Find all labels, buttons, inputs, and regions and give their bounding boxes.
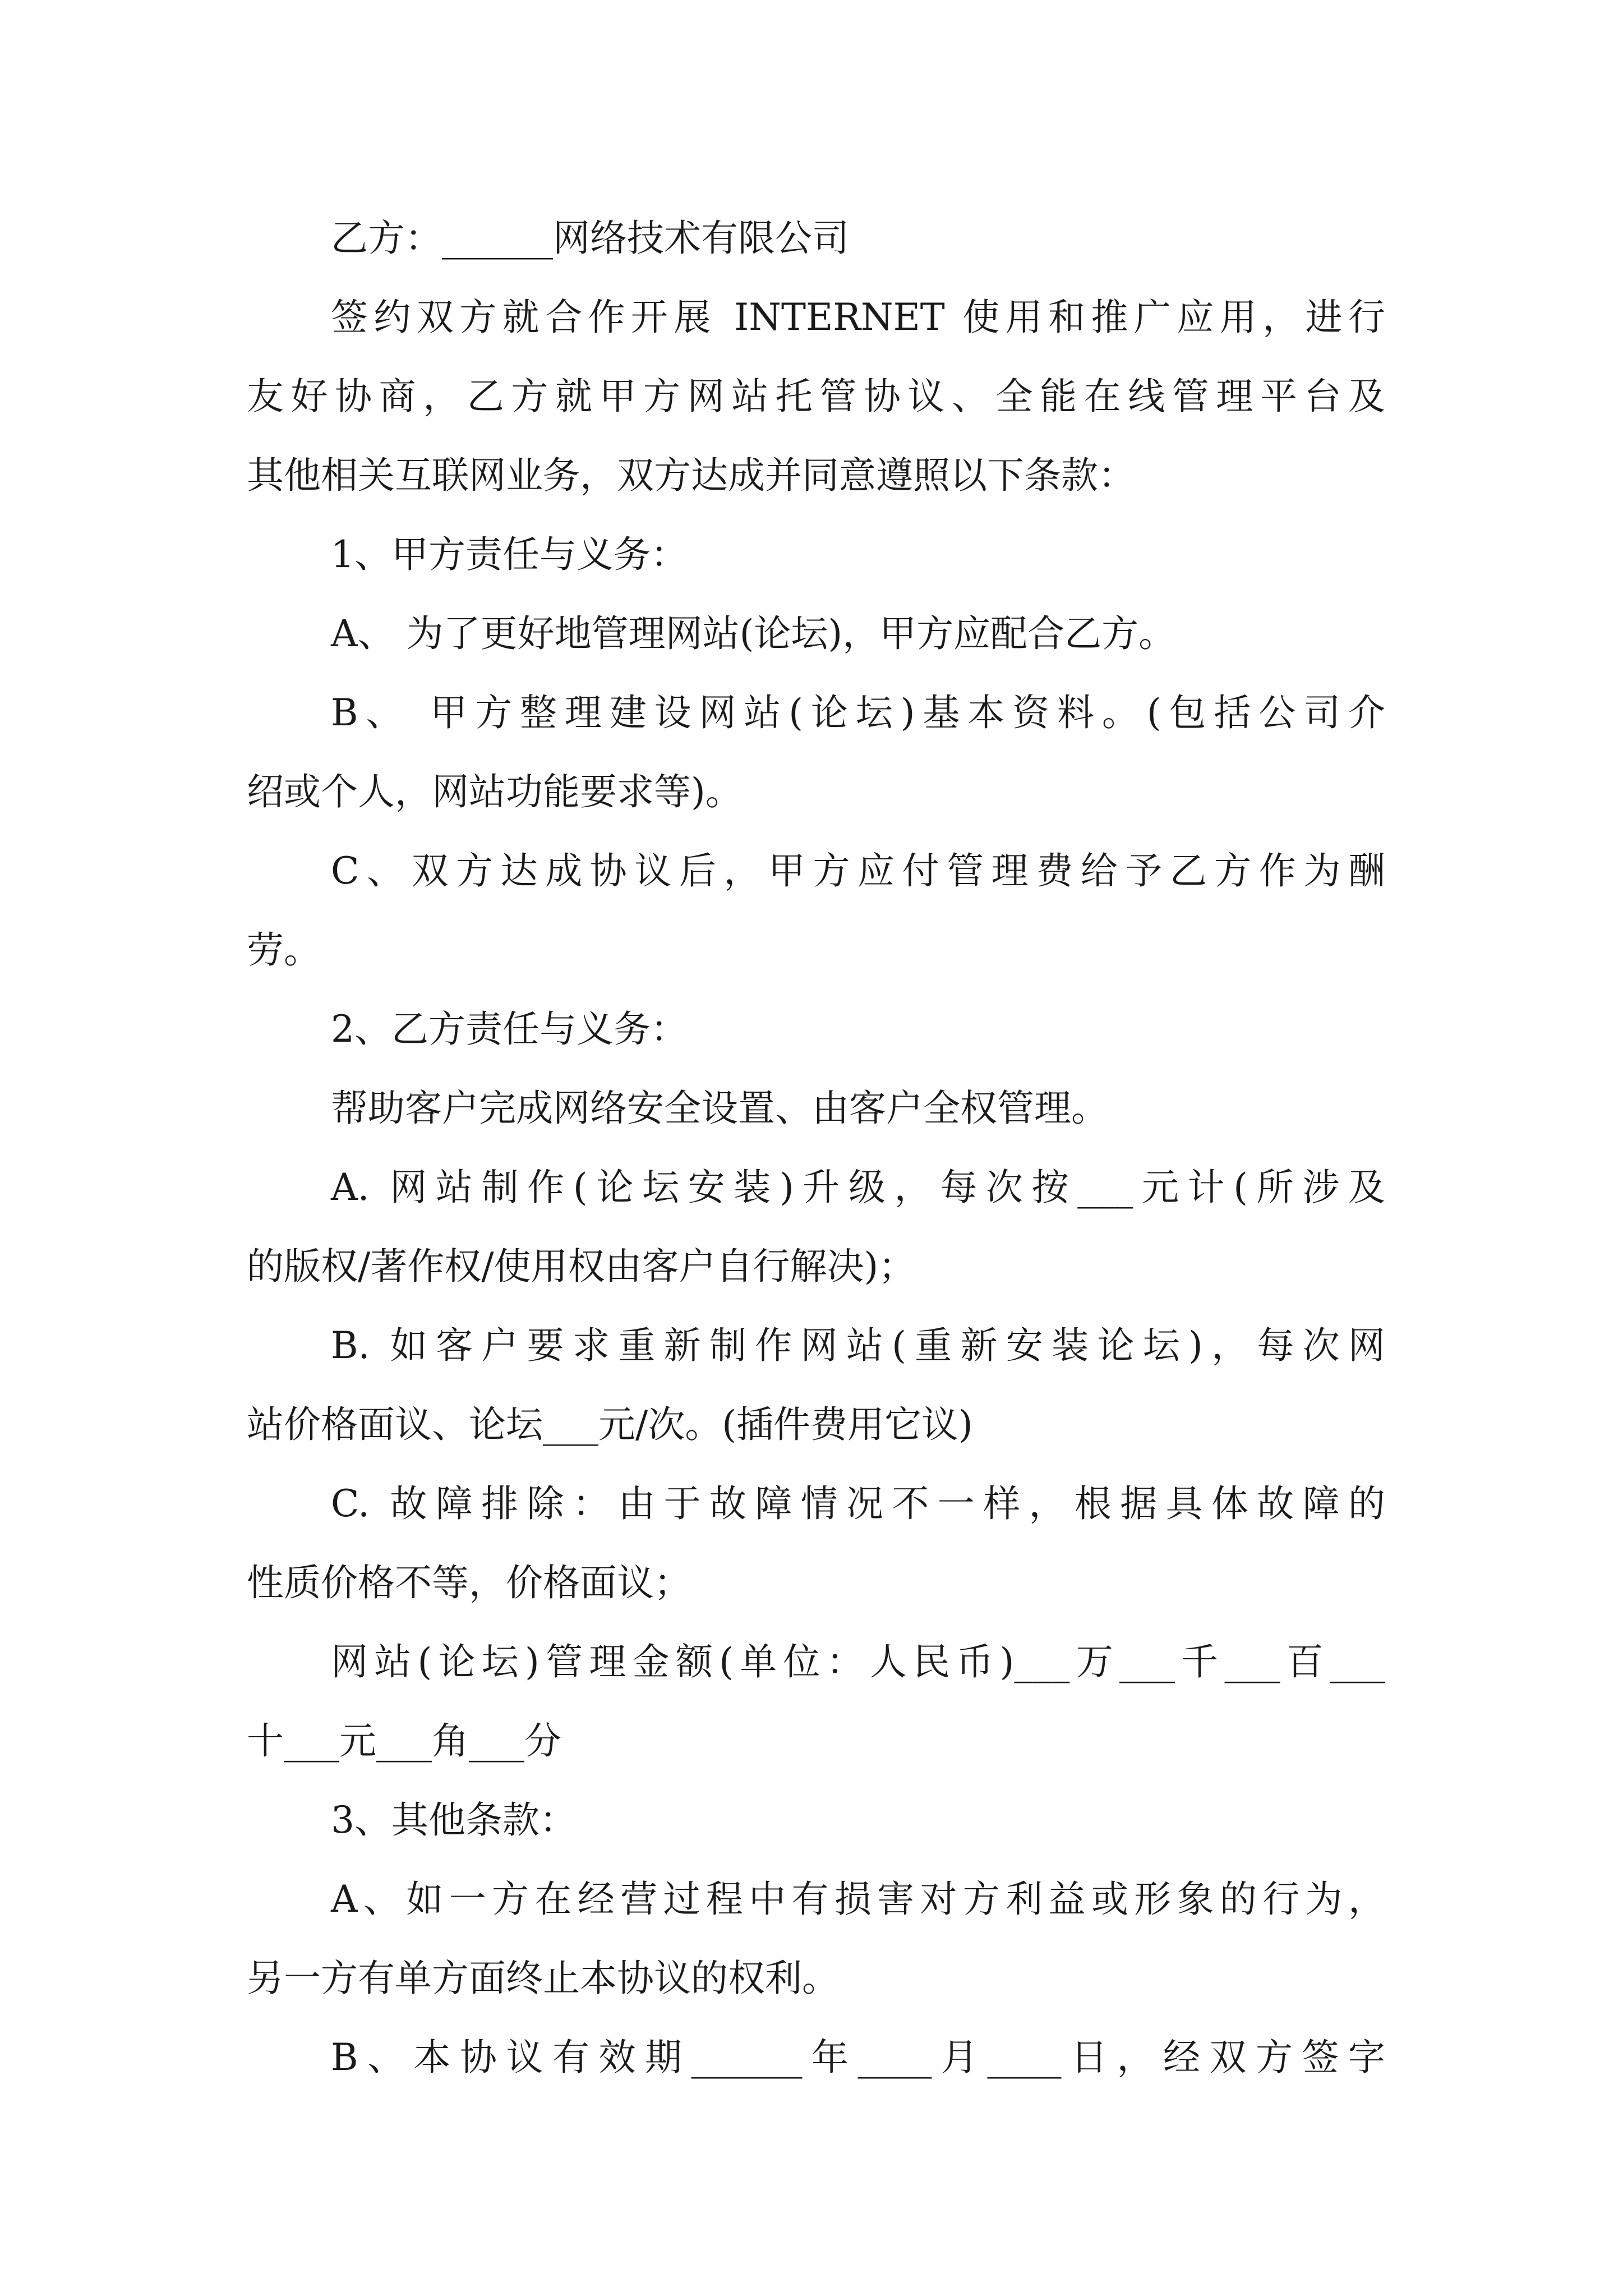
section-3-heading: 3、其他条款： <box>331 1798 577 1842</box>
clause-2c-line-2: 性质价格不等，价格面议； <box>247 1561 691 1604</box>
clause-2a-line-2: 的版权/著作权/使用权由客户自行解决)； <box>247 1245 916 1288</box>
section-2-intro: 帮助客户完成网络安全设置、由客户全权管理。 <box>331 1087 1108 1130</box>
clause-3b-line-1: B、本协议有效期______年____月____日，经双方签字 <box>331 2036 1385 2079</box>
clause-3a-line-2: 另一方有单方面终止本协议的权利。 <box>247 1957 839 2000</box>
clause-3a-line-1: A、如一方在经营过程中有损害对方利益或形象的行为， <box>331 1878 1385 1921</box>
intro-paragraph-line-3: 其他相关互联网业务，双方达成并同意遵照以下条款： <box>247 454 1135 497</box>
management-amount-line-1: 网站(论坛)管理金额(单位：人民币)___万___千___百___ <box>331 1640 1385 1683</box>
section-2-heading: 2、乙方责任与义务： <box>331 1007 688 1051</box>
clause-2b-line-1: B. 如客户要求重新制作网站(重新安装论坛)，每次网 <box>331 1324 1385 1367</box>
clause-2c-line-1: C. 故障排除：由于故障情况不一样，根据具体故障的 <box>331 1482 1385 1525</box>
clause-2a-line-1: A. 网站制作(论坛安装)升级，每次按___元计(所涉及 <box>331 1166 1385 1209</box>
intro-paragraph-line-1: 签约双方就合作开展 INTERNET 使用和推广应用，进行 <box>331 296 1385 339</box>
clause-1b-line-1: B、 甲方整理建设网站(论坛)基本资料。(包括公司介 <box>331 691 1385 734</box>
clause-1c-line-1: C、双方达成协议后，甲方应付管理费给予乙方作为酬 <box>331 849 1385 892</box>
clause-1c-line-2: 劳。 <box>247 928 321 972</box>
section-1-heading: 1、甲方责任与义务： <box>331 533 688 576</box>
clause-2b-line-2: 站价格面议、论坛___元/次。(插件费用它议) <box>247 1403 973 1446</box>
clause-1b-line-2: 绍或个人，网站功能要求等)。 <box>247 770 743 813</box>
management-amount-line-2: 十___元___角___分 <box>247 1719 561 1763</box>
clause-1a: A、 为了更好地管理网站(论坛)，甲方应配合乙方。 <box>331 612 1176 655</box>
intro-paragraph-line-2: 友好协商，乙方就甲方网站托管协议、全能在线管理平台及 <box>247 375 1385 418</box>
party-b-line: 乙方：______网络技术有限公司 <box>331 217 849 260</box>
